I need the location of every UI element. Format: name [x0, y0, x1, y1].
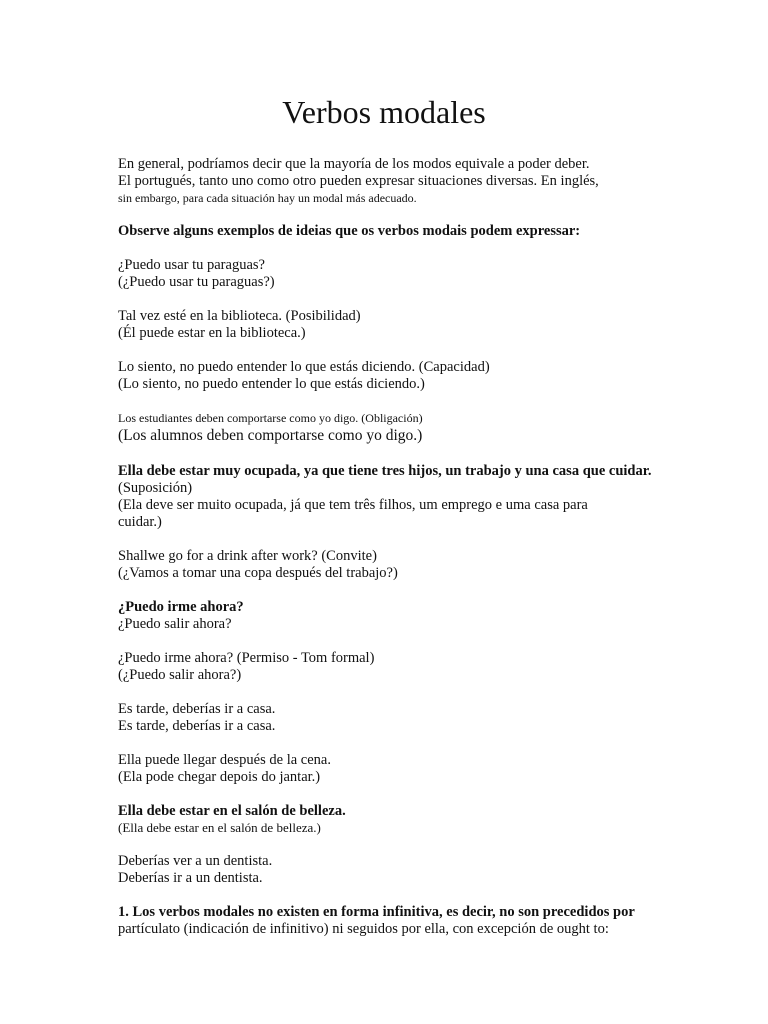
document-body: [118, 156, 718, 938]
example-sentence: Ella puede llegar después de la cena.: [118, 752, 331, 768]
example-sentence: ¿Puedo usar tu paraguas?: [118, 257, 265, 273]
example-translation: Es tarde, deberías ir a casa.: [118, 718, 276, 734]
example-9: [118, 701, 718, 735]
example-translation-cont: cuidar.): [118, 514, 162, 530]
example-sentence: Ella debe estar en el salón de belleza.: [118, 803, 346, 819]
example-12: [118, 853, 718, 887]
intro-line-2: El portugués, tanto uno como otro pueden expresar situaciones diversas. En inglés,: [118, 173, 599, 189]
example-translation: (¿Vamos a tomar una copa después del trabajo?): [118, 565, 398, 581]
example-translation: (Ela pode chegar depois do jantar.): [118, 769, 321, 785]
example-1: [118, 257, 718, 291]
example-4: [118, 410, 718, 446]
example-sentence: Lo siento, no puedo entender lo que estás diciendo. (Capacidad): [118, 359, 490, 375]
example-10: [118, 752, 718, 786]
example-translation: Deberías ir a un dentista.: [118, 870, 263, 886]
example-translation: (Él puede estar en la biblioteca.): [118, 325, 306, 341]
example-sentence: ¿Puedo irme ahora?: [118, 599, 244, 615]
example-label: (Suposición): [118, 480, 193, 496]
page-title: Verbos modales: [282, 94, 486, 130]
example-translation: (Los alumnos deben comportarse como yo digo.): [118, 427, 423, 444]
rule-1: [118, 904, 718, 938]
example-6: [118, 548, 718, 582]
examples-subheading: Observe alguns exemplos de ideias que os verbos modais podem expressar:: [118, 223, 581, 239]
subheading-block: [118, 223, 718, 240]
example-2: [118, 308, 718, 342]
example-sentence: Los estudiantes deben comportarse como yo digo. (Obligación): [118, 411, 423, 425]
intro-paragraph: [118, 156, 718, 206]
rule-1-line-2: partículato (indicación de infinitivo) ni seguidos por ella, con excepción de ought to:: [118, 921, 609, 937]
example-8: [118, 650, 718, 684]
rule-1-line-1: 1. Los verbos modales no existen en forma infinitiva, es decir, no son precedidos por: [118, 904, 635, 920]
example-3: [118, 359, 718, 393]
example-sentence: Shallwe go for a drink after work? (Convite): [118, 548, 377, 564]
example-11: [118, 803, 718, 836]
intro-line-1: En general, podríamos decir que la mayoría de los modos equivale a poder deber.: [118, 156, 590, 172]
example-7: [118, 599, 718, 633]
example-sentence: Tal vez esté en la biblioteca. (Posibilidad): [118, 308, 361, 324]
example-translation: (¿Puedo salir ahora?): [118, 667, 242, 683]
example-translation: (Lo siento, no puedo entender lo que estás diciendo.): [118, 376, 425, 392]
example-sentence: Es tarde, deberías ir a casa.: [118, 701, 276, 717]
example-translation: ¿Puedo salir ahora?: [118, 616, 232, 632]
example-sentence: Ella debe estar muy ocupada, ya que tiene tres hijos, un trabajo y una casa que cuidar.: [118, 463, 652, 479]
example-sentence: ¿Puedo irme ahora? (Permiso - Tom formal): [118, 650, 375, 666]
intro-line-3: sin embargo, para cada situación hay un modal más adecuado.: [118, 191, 417, 205]
example-translation: (Ella debe estar en el salón de belleza.): [118, 820, 321, 835]
example-sentence: Deberías ver a un dentista.: [118, 853, 273, 869]
example-translation: (¿Puedo usar tu paraguas?): [118, 274, 275, 290]
example-5: [118, 463, 718, 531]
example-translation: (Ela deve ser muito ocupada, já que tem três filhos, um emprego e uma casa para: [118, 497, 588, 513]
